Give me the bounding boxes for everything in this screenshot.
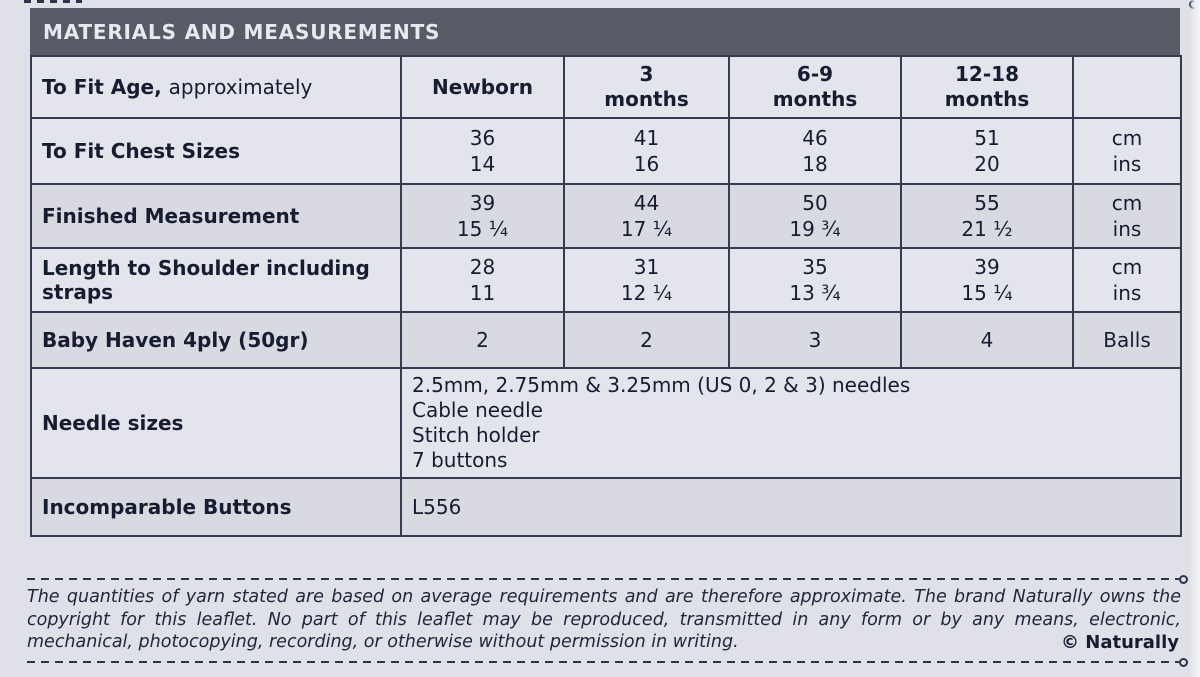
cell-length-3m-cm: 31 xyxy=(633,255,660,279)
needles-line-3: Stitch holder xyxy=(412,423,540,447)
cell-finished-12-18m-cm: 55 xyxy=(974,191,1000,215)
cell-length-3m xyxy=(564,248,729,312)
cell-chest-6-9m-cm: 46 xyxy=(802,126,828,150)
cell-chest-3m xyxy=(564,118,729,184)
cell-length-newborn xyxy=(401,248,564,312)
cell-length-6-9m xyxy=(729,248,901,312)
cell-chest-6-9m xyxy=(729,118,901,184)
cell-yarn-unit: Balls xyxy=(1073,312,1181,368)
row-label-finished: Finished Measurement xyxy=(31,184,401,248)
age-label-normal: approximately xyxy=(168,75,313,99)
col-header-12-18-months xyxy=(901,56,1073,118)
table-row-finished xyxy=(31,184,1181,248)
table-row-buttons xyxy=(31,478,1181,536)
col-header-6-9-months-line1: 6-9 xyxy=(796,62,834,86)
cell-yarn-3m: 2 xyxy=(564,312,729,368)
cell-buttons-code: L556 xyxy=(401,478,1181,536)
section-title-bar xyxy=(30,8,1180,55)
col-header-6-9-months-line2: months xyxy=(772,87,858,111)
cell-finished-3m-cm: 44 xyxy=(633,191,660,215)
cell-chest-12-18m-ins: 20 xyxy=(974,152,1000,176)
cell-chest-3m-ins: 16 xyxy=(633,152,660,176)
cut-line-top-fragment xyxy=(24,0,82,3)
col-header-newborn xyxy=(401,56,564,118)
cell-finished-6-9m xyxy=(729,184,901,248)
cell-finished-3m xyxy=(564,184,729,248)
cell-chest-12-18m-cm: 51 xyxy=(974,126,1000,150)
paper-edge xyxy=(1189,0,1200,677)
cell-chest-unit-ins: ins xyxy=(1112,152,1142,176)
cell-yarn-newborn: 2 xyxy=(401,312,564,368)
row-label-length: Length to Shoulder including straps xyxy=(31,248,401,312)
row-label-yarn: Baby Haven 4ply (50gr) xyxy=(31,312,401,368)
cell-finished-newborn-ins: 15 ¼ xyxy=(456,217,509,241)
disclaimer-text: The quantities of yarn stated are based on average requirements and are therefore approximate. The brand Naturally owns the copyright for this leaflet. No part of this leaflet may be reproduced, transmitted in any form or by any means, electronic, mechanical, photocopying, recording, or otherwise without permission in writing. xyxy=(27,587,1181,652)
cell-finished-3m-ins: 17 ¼ xyxy=(620,217,673,241)
cell-length-12-18m xyxy=(901,248,1073,312)
col-header-12-18-months-line1: 12-18 xyxy=(955,62,1019,86)
col-header-3-months-line1: 3 xyxy=(639,62,654,86)
table-row-chest xyxy=(31,118,1181,184)
cell-chest-newborn-ins: 14 xyxy=(469,152,496,176)
col-header-6-9-months xyxy=(729,56,901,118)
cell-finished-newborn xyxy=(401,184,564,248)
cell-chest-6-9m-ins: 18 xyxy=(802,152,828,176)
cell-length-6-9m-cm: 35 xyxy=(802,255,828,279)
cut-line-lower-end-mark xyxy=(1179,658,1188,667)
table-row-length xyxy=(31,248,1181,312)
cell-finished-12-18m-ins: 21 ½ xyxy=(961,217,1013,241)
copyright-disclaimer xyxy=(27,586,1181,654)
cell-length-12-18m-cm: 39 xyxy=(974,255,1000,279)
col-header-3-months-line2: months xyxy=(604,87,689,111)
cell-finished-6-9m-cm: 50 xyxy=(802,191,828,215)
cell-length-newborn-cm: 28 xyxy=(469,255,496,279)
cell-chest-newborn-cm: 36 xyxy=(469,126,496,150)
needles-line-1: 2.5mm, 2.75mm & 3.25mm (US 0, 2 & 3) needles xyxy=(412,373,911,397)
cell-chest-units xyxy=(1073,118,1181,184)
cell-length-units xyxy=(1073,248,1181,312)
cell-yarn-6-9m: 3 xyxy=(729,312,901,368)
needles-line-4: 7 buttons xyxy=(412,448,508,472)
cell-length-3m-ins: 12 ¼ xyxy=(620,281,673,305)
row-label-needles: Needle sizes xyxy=(31,368,401,478)
cell-yarn-12-18m: 4 xyxy=(901,312,1073,368)
cut-line-upper xyxy=(27,578,1179,580)
cell-length-unit-cm: cm xyxy=(1111,255,1143,279)
col-header-newborn-line1: Newborn xyxy=(432,74,533,99)
table-row-age xyxy=(31,56,1181,118)
cell-finished-6-9m-ins: 19 ¾ xyxy=(789,217,841,241)
cell-finished-units xyxy=(1073,184,1181,248)
cell-finished-unit-ins: ins xyxy=(1112,217,1142,241)
materials-and-measurements-section xyxy=(30,8,1180,537)
cut-line-upper-end-mark xyxy=(1179,575,1188,584)
cut-line-lower xyxy=(27,661,1179,663)
cell-finished-newborn-cm: 39 xyxy=(469,191,496,215)
cell-length-6-9m-ins: 13 ¾ xyxy=(789,281,841,305)
cell-length-unit-ins: ins xyxy=(1112,281,1142,305)
cell-finished-12-18m xyxy=(901,184,1073,248)
copyright-brand: © Naturally xyxy=(1061,632,1179,653)
table-row-needles xyxy=(31,368,1181,478)
row-label-age xyxy=(31,56,401,118)
row-label-buttons: Incomparable Buttons xyxy=(31,478,401,536)
cell-chest-newborn xyxy=(401,118,564,184)
cell-chest-3m-cm: 41 xyxy=(633,126,660,150)
cell-needles-details xyxy=(401,368,1181,478)
age-label-bold: To Fit Age, xyxy=(42,75,162,99)
col-header-3-months xyxy=(564,56,729,118)
cell-length-newborn-ins: 11 xyxy=(469,281,496,305)
cell-finished-unit-cm: cm xyxy=(1111,191,1143,215)
cell-chest-12-18m xyxy=(901,118,1073,184)
needles-line-2: Cable needle xyxy=(412,398,543,422)
col-header-12-18-months-line2: months xyxy=(944,87,1030,111)
cell-chest-unit-cm: cm xyxy=(1111,126,1143,150)
measurements-table xyxy=(30,55,1182,537)
col-header-units-empty xyxy=(1073,56,1181,118)
table-row-yarn xyxy=(31,312,1181,368)
row-label-chest: To Fit Chest Sizes xyxy=(31,118,401,184)
cell-length-12-18m-ins: 15 ¼ xyxy=(961,281,1013,305)
section-title: MATERIALS AND MEASUREMENTS xyxy=(43,20,441,44)
